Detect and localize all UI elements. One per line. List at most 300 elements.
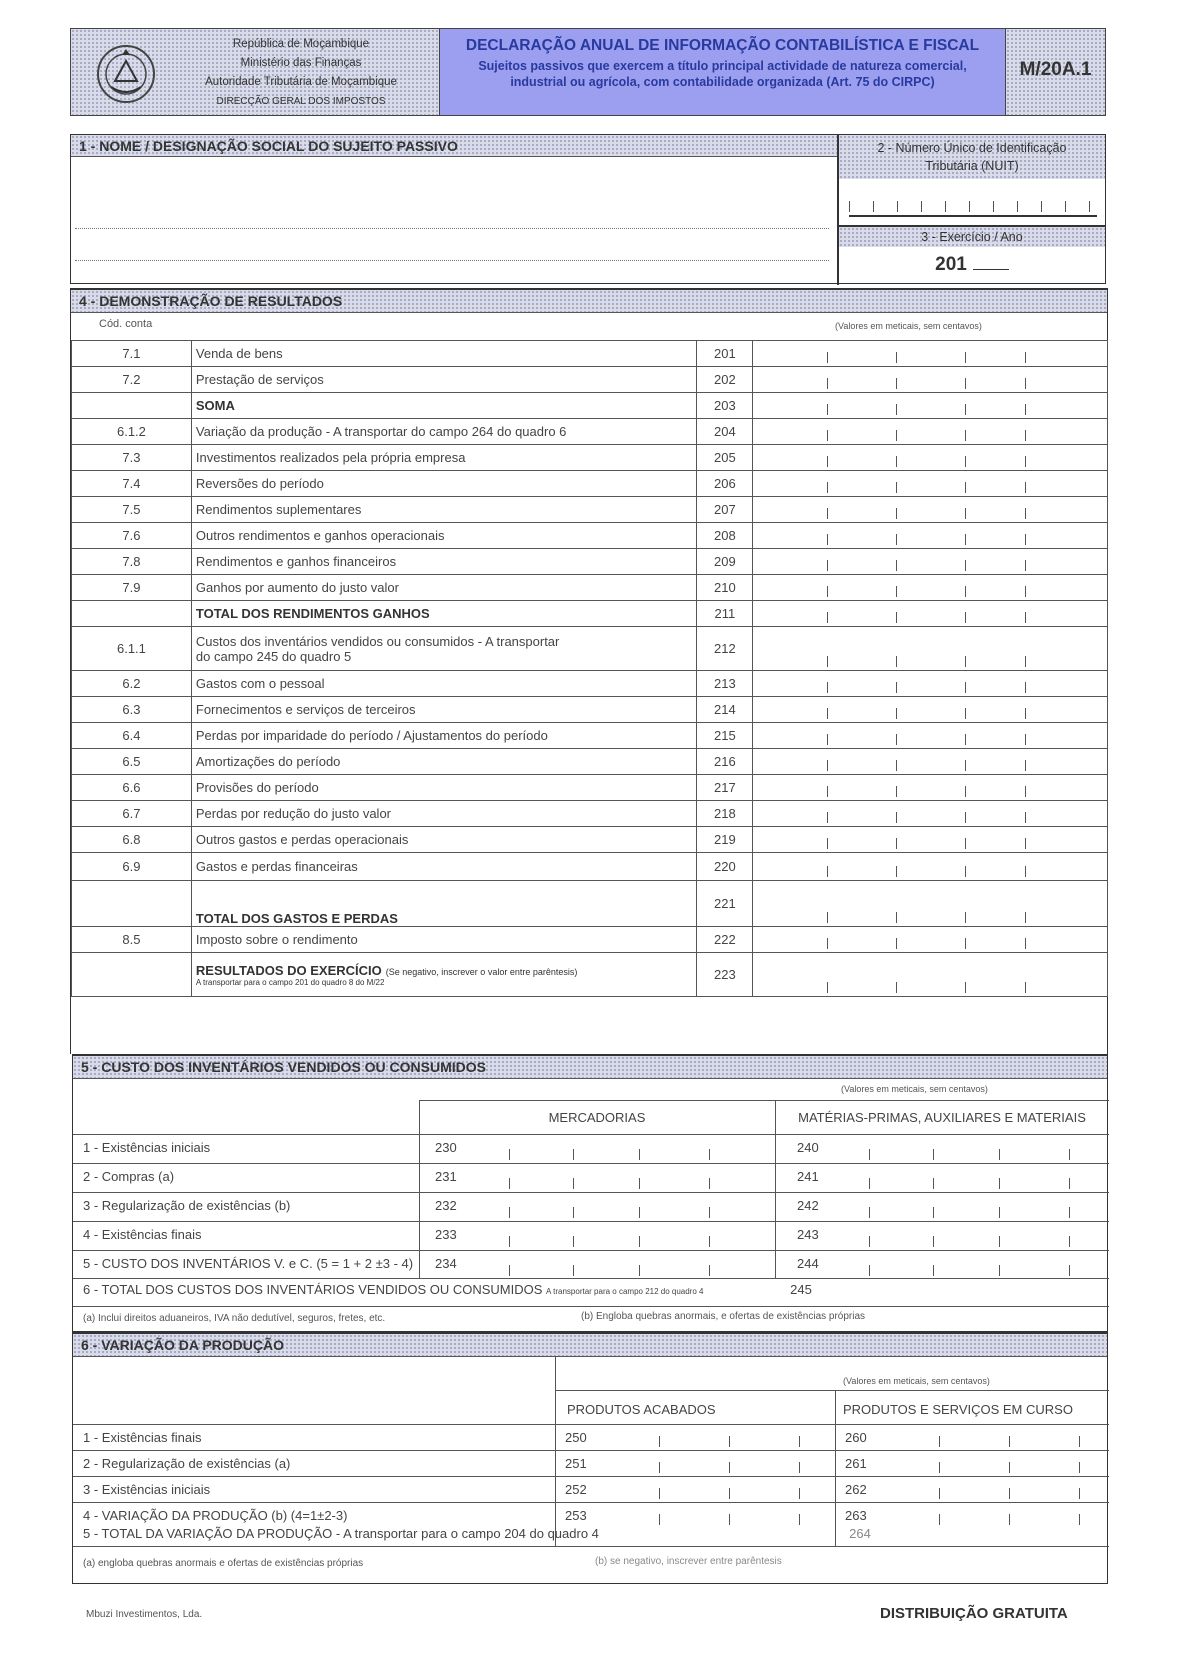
digit-separator	[933, 1178, 934, 1189]
result-label	[191, 853, 697, 881]
result-label-text: Gastos e perdas financeiras	[195, 859, 358, 874]
inventory-row	[73, 1450, 1109, 1476]
section2-title-1: 2 - Número Único de Identificação	[877, 141, 1067, 155]
result-label	[191, 723, 697, 749]
section6-units-note: (Valores em meticais, sem centavos)	[843, 1376, 990, 1386]
inventory-row	[73, 1221, 1109, 1250]
form-subtitle-1: Sujeitos passivos que exercem a título principal actividade de natureza comercial,	[478, 59, 967, 73]
digit-separator	[1025, 938, 1026, 949]
value-input-241[interactable]	[833, 1164, 1109, 1192]
ministry-name: Ministério das Finanças	[240, 57, 362, 69]
account-code: 6.1.1	[72, 627, 192, 671]
field-code: 208	[697, 523, 753, 549]
digit-separator	[999, 1149, 1000, 1160]
digit-separator	[939, 1488, 940, 1499]
section6-col-a-header: PRODUTOS ACABADOS	[567, 1402, 716, 1417]
section5-block	[72, 1054, 1108, 1332]
account-code: 6.6	[72, 775, 192, 801]
inventory-row	[73, 1476, 1109, 1502]
digit-separator	[933, 1236, 934, 1247]
digit-separator	[896, 430, 897, 441]
form-subtitle-2: industrial ou agrícola, com contabilidade organizada (Art. 75 do CIRPC)	[510, 75, 935, 89]
digit-separator	[1009, 1462, 1010, 1473]
digit-separator	[1009, 1514, 1010, 1525]
digit-separator	[896, 760, 897, 771]
value-input-202[interactable]	[753, 367, 1108, 393]
digit-separator	[896, 656, 897, 667]
value-input-204[interactable]	[753, 419, 1108, 445]
digit-separator	[659, 1462, 660, 1473]
result-label-text: Variação da produção - A transportar do campo 264 do quadro 6	[195, 424, 567, 439]
value-input-252[interactable]	[613, 1477, 829, 1502]
digit-separator	[999, 1178, 1000, 1189]
result-label	[191, 445, 697, 471]
digit-separator	[659, 1436, 660, 1447]
field-code-b: 242	[797, 1198, 819, 1213]
value-input-201[interactable]	[753, 341, 1108, 367]
distribution-note: DISTRIBUIÇÃO GRATUITA	[880, 1605, 1068, 1622]
digit-separator	[639, 1236, 640, 1247]
digit-separator	[999, 1207, 1000, 1218]
digit-separator	[965, 866, 966, 877]
section6-block	[72, 1332, 1108, 1584]
digit-separator	[869, 1207, 870, 1218]
digit-separator	[509, 1178, 510, 1189]
inventory-row	[73, 1424, 1109, 1450]
account-code: 7.4	[72, 471, 192, 497]
inventory-row	[73, 1163, 1109, 1192]
digit-separator	[965, 534, 966, 545]
digit-separator	[799, 1488, 800, 1499]
value-input-251[interactable]	[613, 1451, 829, 1476]
account-code: 6.1.2	[72, 419, 192, 445]
value-input-261[interactable]	[893, 1451, 1109, 1476]
value-input-214[interactable]	[753, 697, 1108, 723]
form-code: M/20A.1	[1019, 59, 1092, 80]
results-row	[72, 445, 1108, 471]
digit-separator	[896, 612, 897, 623]
digit-separator	[709, 1236, 710, 1247]
result-label-text: Provisões do período	[195, 780, 319, 795]
field-code: 214	[697, 697, 753, 723]
digit-separator	[827, 838, 828, 849]
result-label-text: RESULTADOS DO EXERCÍCIO	[195, 962, 382, 978]
nuit-input[interactable]	[849, 199, 1097, 217]
digit-separator	[896, 912, 897, 923]
digit-separator	[1079, 1514, 1080, 1525]
header-logo-block	[70, 28, 440, 116]
digit-separator	[1069, 1178, 1070, 1189]
result-label	[191, 827, 697, 853]
digit-separator	[729, 1462, 730, 1473]
result-label-text: Rendimentos e ganhos financeiros	[195, 554, 397, 569]
result-label-text: SOMA	[195, 398, 235, 413]
digit-separator	[873, 201, 874, 212]
value-input-222[interactable]	[753, 927, 1108, 953]
coat-of-arms-emblem	[93, 41, 159, 107]
digit-separator	[827, 352, 828, 363]
field-245-code: 245	[790, 1282, 812, 1297]
value-input-209[interactable]	[753, 549, 1108, 575]
field-code: 216	[697, 749, 753, 775]
field-code: 204	[697, 419, 753, 445]
digit-separator	[639, 1207, 640, 1218]
section6-footnote-b: (b) se negativo, inscrever entre parêntesis	[595, 1556, 782, 1567]
section5-total-row	[83, 1282, 703, 1297]
digit-separator	[965, 404, 966, 415]
digit-separator	[965, 734, 966, 745]
digit-separator	[896, 586, 897, 597]
row-label: 2 - Regularização de existências (a)	[83, 1456, 291, 1471]
digit-separator	[965, 682, 966, 693]
field-code-b: 240	[797, 1140, 819, 1155]
results-row	[72, 627, 1108, 671]
account-code: 7.6	[72, 523, 192, 549]
digit-separator	[965, 378, 966, 389]
result-label-text: Prestação de serviços	[195, 372, 324, 387]
value-input-216[interactable]	[753, 749, 1108, 775]
value-input-220[interactable]	[753, 853, 1108, 881]
digit-separator	[509, 1236, 510, 1247]
digit-separator	[1025, 708, 1026, 719]
result-label	[191, 419, 697, 445]
digit-separator	[869, 1149, 870, 1160]
result-label-text: Custos dos inventários vendidos ou consumidos - A transportar	[195, 633, 560, 649]
digit-separator	[939, 1436, 940, 1447]
exercise-year-prefix: 201	[935, 254, 967, 275]
value-input-203[interactable]	[753, 393, 1108, 419]
result-label	[191, 523, 697, 549]
digit-separator	[827, 612, 828, 623]
digit-separator	[965, 656, 966, 667]
digit-separator	[869, 1236, 870, 1247]
result-label	[191, 575, 697, 601]
digit-separator	[799, 1514, 800, 1525]
field-code: 219	[697, 827, 753, 853]
field-code: 215	[697, 723, 753, 749]
row-label: 2 - Compras (a)	[83, 1169, 175, 1184]
value-input-211[interactable]	[753, 601, 1108, 627]
digit-separator	[827, 682, 828, 693]
digit-separator	[999, 1265, 1000, 1276]
account-code: 7.8	[72, 549, 192, 575]
digit-separator	[965, 760, 966, 771]
account-code: 6.3	[72, 697, 192, 723]
digit-separator	[799, 1462, 800, 1473]
taxpayer-block	[70, 134, 1106, 284]
republic-name: República de Moçambique	[232, 38, 370, 50]
results-row	[72, 775, 1108, 801]
value-input-231[interactable]	[473, 1164, 749, 1192]
digit-separator	[896, 378, 897, 389]
results-row	[72, 853, 1108, 881]
account-code: 8.5	[72, 927, 192, 953]
result-label-text: Amortizações do período	[195, 754, 341, 769]
digit-separator	[896, 534, 897, 545]
digit-separator	[573, 1265, 574, 1276]
digit-separator	[993, 201, 994, 212]
row-label: 4 - Existências finais	[83, 1227, 202, 1242]
results-row	[72, 801, 1108, 827]
digit-separator	[827, 982, 828, 993]
account-code: 6.2	[72, 671, 192, 697]
value-input-215[interactable]	[753, 723, 1108, 749]
result-label-text: TOTAL DOS GASTOS E PERDAS	[195, 911, 398, 926]
digit-separator	[896, 866, 897, 877]
digit-separator	[827, 938, 828, 949]
field-code: 201	[697, 341, 753, 367]
field-code-b: 263	[845, 1508, 867, 1523]
value-input-208[interactable]	[753, 523, 1108, 549]
digit-separator	[659, 1488, 660, 1499]
digit-separator	[1025, 612, 1026, 623]
account-code	[72, 601, 192, 627]
results-row	[72, 723, 1108, 749]
result-label-text: Reversões do período	[195, 476, 324, 491]
value-input-210[interactable]	[753, 575, 1108, 601]
digit-separator	[1079, 1436, 1080, 1447]
field-code-a: 234	[435, 1256, 457, 1271]
exercise-year[interactable]	[839, 247, 1105, 283]
digit-separator	[965, 456, 966, 467]
digit-separator	[659, 1514, 660, 1525]
result-label	[191, 497, 697, 523]
value-input-260[interactable]	[893, 1425, 1109, 1450]
value-input-240[interactable]	[833, 1135, 1109, 1163]
results-table	[71, 340, 1108, 997]
digit-separator	[509, 1149, 510, 1160]
digit-separator	[965, 708, 966, 719]
value-input-263[interactable]	[893, 1503, 1109, 1528]
inventory-row	[73, 1192, 1109, 1221]
value-input-262[interactable]	[893, 1477, 1109, 1502]
result-label	[191, 801, 697, 827]
digit-separator	[1069, 1236, 1070, 1247]
digit-separator	[729, 1488, 730, 1499]
results-row	[72, 881, 1108, 927]
field-code: 202	[697, 367, 753, 393]
digit-separator	[896, 982, 897, 993]
account-code: 6.7	[72, 801, 192, 827]
results-row	[72, 697, 1108, 723]
digit-separator	[1025, 404, 1026, 415]
authority-name: Autoridade Tributária de Moçambique	[205, 76, 397, 88]
digit-separator	[896, 838, 897, 849]
field-code: 223	[697, 953, 753, 997]
result-label	[191, 549, 697, 575]
value-input-230[interactable]	[473, 1135, 749, 1163]
value-input-218[interactable]	[753, 801, 1108, 827]
result-label-text: Rendimentos suplementares	[195, 502, 362, 517]
digit-separator	[896, 938, 897, 949]
result-label	[191, 601, 697, 627]
digit-separator	[1025, 912, 1026, 923]
field-245-input[interactable]	[823, 1279, 1109, 1306]
digit-separator	[969, 201, 970, 212]
value-input-242[interactable]	[833, 1193, 1109, 1221]
result-label	[191, 697, 697, 723]
digit-separator	[827, 866, 828, 877]
digit-separator	[965, 508, 966, 519]
field-code: 207	[697, 497, 753, 523]
result-label-line2: do campo 245 do quadro 5	[195, 648, 352, 664]
section2-box	[839, 135, 1105, 179]
result-label	[191, 367, 697, 393]
digit-separator	[1009, 1488, 1010, 1499]
section1-title: 1 - NOME / DESIGNAÇÃO SOCIAL DO SUJEITO PASSIVO	[71, 135, 837, 157]
digit-separator	[896, 456, 897, 467]
result-label-line2: A transportar para o campo 201 do quadro 8 do M/22	[195, 977, 385, 987]
digit-separator	[827, 708, 828, 719]
field-code-a: 233	[435, 1227, 457, 1242]
digit-separator	[827, 430, 828, 441]
digit-separator	[709, 1149, 710, 1160]
section2-title-2: Tributária (NUIT)	[925, 159, 1019, 173]
code-column-header: Cód. conta	[99, 318, 153, 330]
digit-separator	[827, 456, 828, 467]
results-row	[72, 671, 1108, 697]
inventory-row	[73, 1502, 1109, 1528]
field-code-b: 243	[797, 1227, 819, 1242]
digit-separator	[896, 734, 897, 745]
digit-separator	[1025, 838, 1026, 849]
account-code	[72, 953, 192, 997]
value-input-223[interactable]	[753, 953, 1108, 997]
result-label-text: Venda de bens	[195, 346, 283, 361]
digit-separator	[939, 1462, 940, 1473]
section5-title: 5 - CUSTO DOS INVENTÁRIOS VENDIDOS OU CONSUMIDOS	[73, 1054, 1107, 1079]
digit-separator	[1009, 1436, 1010, 1447]
printer-name: Mbuzi Investimentos, Lda.	[86, 1609, 203, 1620]
value-input-205[interactable]	[753, 445, 1108, 471]
value-input-232[interactable]	[473, 1193, 749, 1221]
account-code: 7.1	[72, 341, 192, 367]
result-label-text: Perdas por imparidade do período / Ajustamentos do período	[195, 728, 548, 743]
digit-separator	[896, 352, 897, 363]
account-code	[72, 393, 192, 419]
results-row	[72, 393, 1108, 419]
results-row	[72, 523, 1108, 549]
result-label	[191, 627, 697, 671]
account-code: 6.8	[72, 827, 192, 853]
taxpayer-name-line-2[interactable]	[75, 239, 829, 261]
field-code-a: 232	[435, 1198, 457, 1213]
section5-footnote-a: (a) Inclui direitos aduaneiros, IVA não dedutível, seguros, fretes, etc.	[83, 1313, 386, 1324]
result-label	[191, 775, 697, 801]
digit-separator	[1025, 430, 1026, 441]
digit-separator	[1025, 812, 1026, 823]
digit-separator	[1025, 378, 1026, 389]
section3-title: 3 - Exercício / Ano	[839, 227, 1105, 247]
value-input-221[interactable]	[753, 881, 1108, 927]
row-label: 1 - Existências iniciais	[83, 1140, 211, 1155]
digit-separator	[896, 786, 897, 797]
digit-separator	[933, 1207, 934, 1218]
result-label-note: (Se negativo, inscrever o valor entre parêntesis)	[385, 966, 578, 977]
field-code: 206	[697, 471, 753, 497]
value-input-250[interactable]	[613, 1425, 829, 1450]
digit-separator	[896, 682, 897, 693]
field-code: 205	[697, 445, 753, 471]
value-input-213[interactable]	[753, 671, 1108, 697]
digit-separator	[573, 1178, 574, 1189]
field-code: 218	[697, 801, 753, 827]
digit-separator	[965, 912, 966, 923]
digit-separator	[896, 404, 897, 415]
account-code: 7.5	[72, 497, 192, 523]
results-row	[72, 419, 1108, 445]
row-label: 3 - Existências iniciais	[83, 1482, 211, 1497]
digit-separator	[896, 508, 897, 519]
digit-separator	[827, 404, 828, 415]
value-input-212[interactable]	[753, 627, 1108, 671]
account-code: 6.5	[72, 749, 192, 775]
field-code-a: 250	[565, 1430, 587, 1445]
field-code-a: 251	[565, 1456, 587, 1471]
section6-title: 6 - VARIAÇÃO DA PRODUÇÃO	[73, 1332, 1107, 1357]
account-code: 7.2	[72, 367, 192, 393]
digit-separator	[965, 612, 966, 623]
digit-separator	[1041, 201, 1042, 212]
digit-separator	[1025, 656, 1026, 667]
result-label	[191, 881, 697, 927]
digit-separator	[1017, 201, 1018, 212]
section5-col-b-header: MATÉRIAS-PRIMAS, AUXILIARES E MATERIAIS	[798, 1110, 1086, 1125]
result-label-text: Gastos com o pessoal	[195, 676, 325, 691]
result-label	[191, 393, 697, 419]
header-title-block	[440, 28, 1006, 116]
digit-separator	[573, 1236, 574, 1247]
result-label-text: Ganhos por aumento do justo valor	[195, 580, 399, 595]
value-input-234[interactable]	[473, 1251, 749, 1279]
results-row	[72, 471, 1108, 497]
digit-separator	[827, 760, 828, 771]
digit-separator	[1025, 482, 1026, 493]
section5-units-note: (Valores em meticais, sem centavos)	[841, 1084, 988, 1094]
digit-separator	[896, 482, 897, 493]
digit-separator	[827, 912, 828, 923]
value-input-219[interactable]	[753, 827, 1108, 853]
account-code: 6.9	[72, 853, 192, 881]
account-code	[72, 881, 192, 927]
digit-separator	[1025, 760, 1026, 771]
field-code-a: 231	[435, 1169, 457, 1184]
value-input-253[interactable]	[613, 1503, 829, 1528]
section6-col-b-header: PRODUTOS E SERVIÇOS EM CURSO	[843, 1402, 1073, 1417]
value-input-206[interactable]	[753, 471, 1108, 497]
field-code: 203	[697, 393, 753, 419]
value-input-217[interactable]	[753, 775, 1108, 801]
value-input-233[interactable]	[473, 1222, 749, 1250]
section5-total-note: A transportar para o campo 212 do quadro 4	[546, 1287, 704, 1296]
result-label-text: TOTAL DOS RENDIMENTOS GANHOS	[195, 606, 430, 621]
value-input-207[interactable]	[753, 497, 1108, 523]
digit-separator	[827, 378, 828, 389]
result-label-text: Outros gastos e perdas operacionais	[195, 832, 409, 847]
result-label-text: Imposto sobre o rendimento	[195, 932, 358, 947]
digit-separator	[827, 560, 828, 571]
digit-separator	[1025, 560, 1026, 571]
digit-separator	[827, 482, 828, 493]
digit-separator	[827, 812, 828, 823]
section4-block	[70, 288, 1108, 1054]
value-input-244[interactable]	[833, 1251, 1109, 1279]
digit-separator	[999, 1236, 1000, 1247]
field-code: 220	[697, 853, 753, 881]
value-input-243[interactable]	[833, 1222, 1109, 1250]
taxpayer-name-line-1[interactable]	[75, 207, 829, 229]
digit-separator	[573, 1149, 574, 1160]
